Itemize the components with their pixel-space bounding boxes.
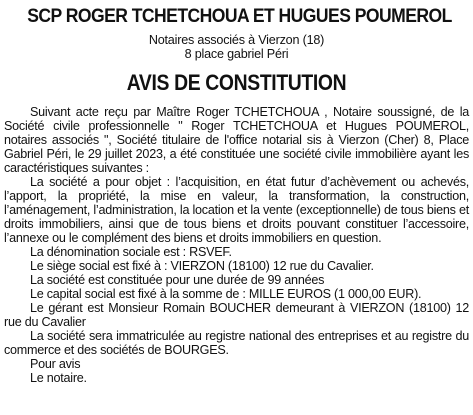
paragraph-registration: La société sera immatriculée au registre national des entreprises et au registre du commerce et des sociétés de BOURGES.	[4, 329, 469, 357]
office-name: SCP ROGER TCHETCHOUA ET HUGUES POUMEROL	[27, 5, 452, 27]
paragraph-company-name: La dénomination sociale est : RSVEF.	[30, 245, 232, 259]
paragraph-head-office: Le siège social est fixé à : VIERZON (18100) 12 rue du Cavalier.	[30, 259, 374, 273]
paragraph-signature: Le notaire.	[30, 371, 87, 385]
office-address: 8 place gabriel Péri	[184, 47, 289, 61]
paragraph-capital: Le capital social est fixé à la somme de : MILLE EUROS (1 000,00 EUR).	[30, 287, 422, 301]
paragraph-intro: Suivant acte reçu par Maître Roger TCHETCHOUA , Notaire soussigné, de la Société civile professionnelle " Roger TCHETCHOUA et Hugues POUMEROL, notaires associés ", Société titulaire de l'office notarial sis à Vierzon (Cher) 8, Place Gabriel Péri, le 29 juillet 2023, a été constituée une société civile immobilière ayant les caractéristiques suivantes :	[4, 105, 469, 175]
paragraph-object: La société a pour objet : l’acquisition, en état futur d’achèvement ou achevés, l’apport, la propriété, la mise en valeur, la transformation, la construction, l’aménagement, l’administration, la location et la vente (exceptionnelle) de tous biens et droits immobiliers, ainsi que de tous biens et droits pouvant constituer l’accessoire, l’annexe ou le complément des biens et droits immobiliers en question.	[4, 175, 469, 245]
notice-title: AVIS DE CONSTITUTION	[126, 70, 347, 95]
paragraph-duration: La société est constituée pour une durée de 99 années	[30, 273, 325, 287]
office-subtitle: Notaires associés à Vierzon (18)	[148, 33, 325, 47]
notice-body	[4, 105, 469, 385]
paragraph-closing: Pour avis	[30, 357, 81, 371]
paragraph-manager: Le gérant est Monsieur Romain BOUCHER demeurant à VIERZON (18100) 12 rue du Cavalier	[4, 301, 469, 329]
